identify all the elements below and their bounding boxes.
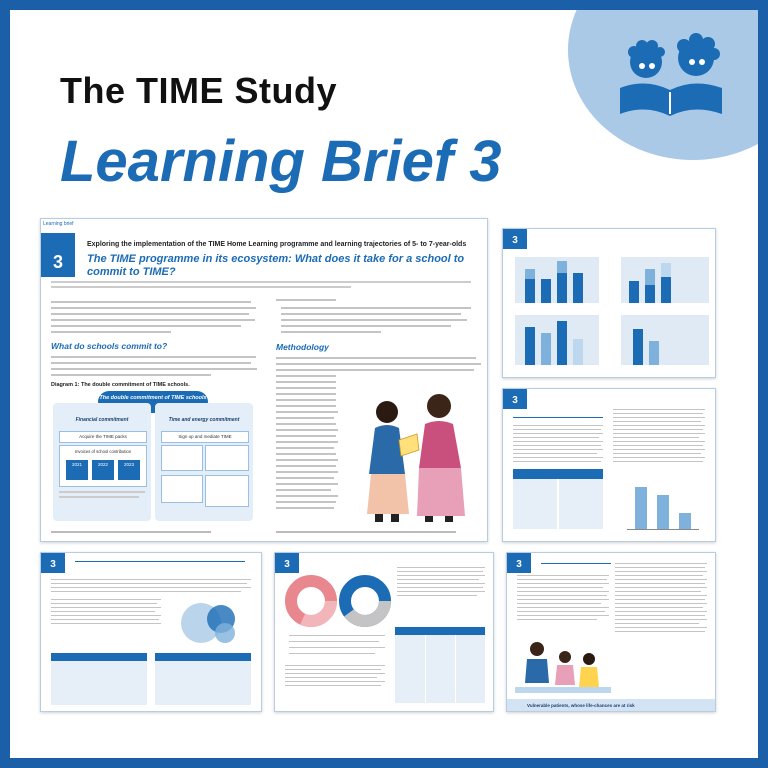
- main-page-preview: [40, 218, 488, 542]
- table-preview: [513, 469, 603, 529]
- acquire-packs-box: Acquire the TIME packs: [59, 431, 147, 443]
- year-2023: 2023: [118, 460, 140, 480]
- page-number-badge: 3: [503, 229, 527, 249]
- bottom-page-2: [274, 552, 494, 712]
- learning-brief-label: Learning brief: [43, 221, 74, 227]
- table-left: [51, 653, 147, 705]
- footnote-line-right: [276, 531, 456, 533]
- time-energy-label: Time and energy commitment: [168, 417, 240, 423]
- page-number-badge: 3: [507, 553, 531, 573]
- page-number-badge: 3: [503, 389, 527, 409]
- diagram-label: Diagram 1: The double commitment of TIME schools.: [51, 382, 190, 388]
- donut-charts: [285, 573, 393, 629]
- footer-caption: Vulnerable patients, whose life-chances are at risk: [527, 703, 635, 708]
- venn-diagram: [171, 599, 251, 647]
- children-reading-illustration: [515, 637, 611, 693]
- diagram-top-box: The double commitment of TIME schools: [98, 391, 208, 413]
- double-commitment-diagram: [53, 391, 253, 521]
- time-study-logo: [606, 28, 736, 123]
- page-title: The TIME programme in its ecosystem: What does it take for a school to commit to TIME?: [87, 253, 465, 278]
- heading-methodology: Methodology: [276, 342, 329, 352]
- year-2021: 2021: [66, 460, 88, 480]
- bottom-page-1: [40, 552, 262, 712]
- footnote-line: [51, 531, 211, 533]
- women-reading-illustration: [339, 384, 487, 524]
- page-subtitle: Exploring the implementation of the TIME Home Learning programme and learning trajectories of 5- to 7-year-olds: [87, 241, 467, 248]
- charts-page-preview: [502, 228, 716, 378]
- year-2022: 2022: [92, 460, 114, 480]
- heading-what-schools-commit: What do schools commit to?: [51, 341, 168, 351]
- brief-title: Learning Brief 3: [60, 129, 502, 194]
- table-right: [155, 653, 251, 705]
- signup-box: Sign up and mediate TIME: [161, 431, 249, 443]
- text-page-preview: [502, 388, 716, 542]
- financial-commitment-label: Financial commitment: [75, 417, 129, 423]
- series-title: The TIME Study: [60, 70, 337, 111]
- table-preview: [395, 627, 485, 703]
- bottom-page-3: [506, 552, 716, 712]
- invoices-box: Invoices of school contribution 2021 2022 2023: [59, 445, 147, 487]
- brief-number-tab: 3: [41, 233, 75, 277]
- page-number-badge: 3: [275, 553, 299, 573]
- page-number-badge: 3: [41, 553, 65, 573]
